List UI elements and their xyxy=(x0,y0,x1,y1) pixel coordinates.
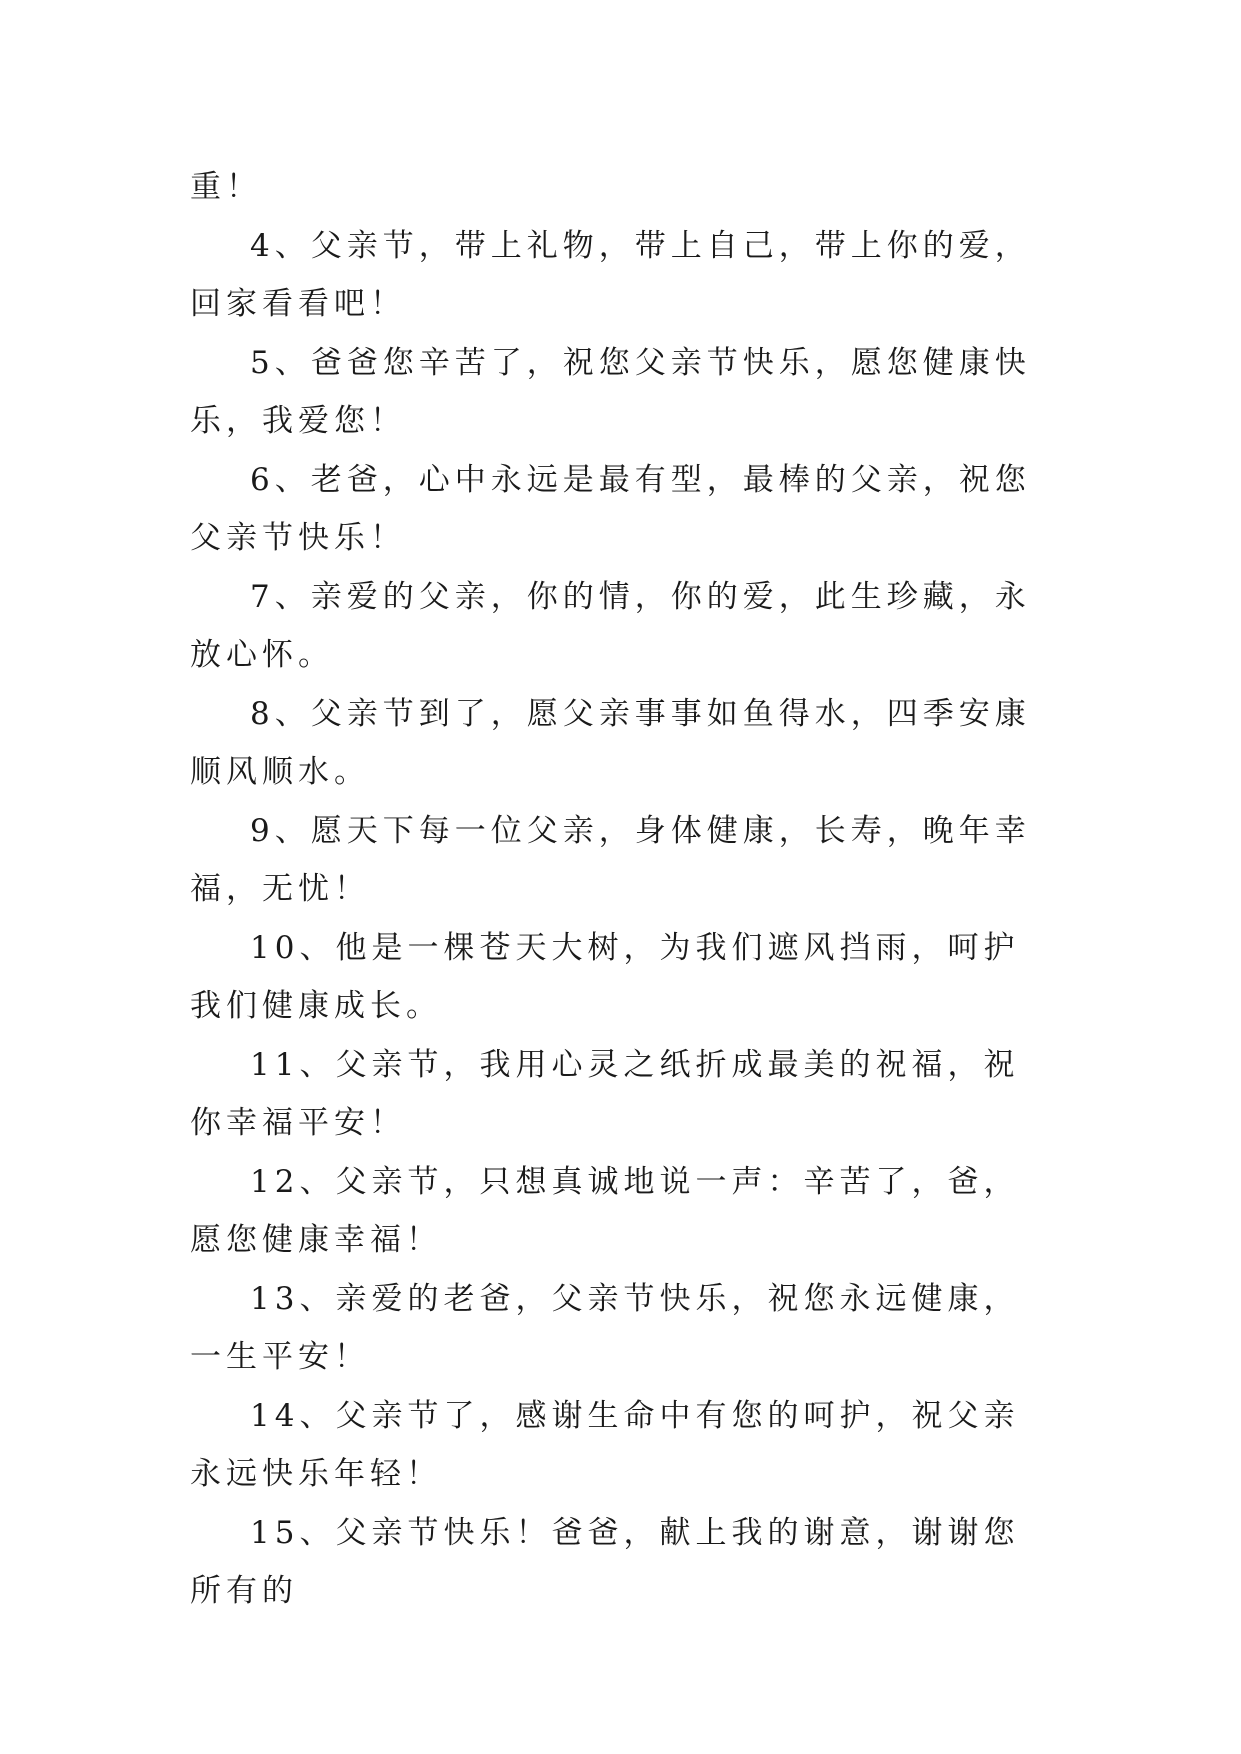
paragraph-continuation: 重！ xyxy=(190,169,262,205)
paragraph-item-4: 4、父亲节，带上礼物，带上自己，带上你的爱，回家看看吧！ xyxy=(190,227,1031,322)
paragraph-item-6: 6、老爸，心中永远是最有型，最棒的父亲，祝您父亲节快乐！ xyxy=(190,461,1031,556)
paragraph-item-10: 10、他是一棵苍天大树，为我们遮风挡雨，呵护我们健康成长。 xyxy=(190,929,1020,1024)
paragraph-item-7: 7、亲爱的父亲，你的情，你的爱，此生珍藏，永放心怀。 xyxy=(190,578,1031,673)
paragraph-item-14: 14、父亲节了，感谢生命中有您的呵护，祝父亲永远快乐年轻！ xyxy=(190,1397,1020,1492)
paragraph-item-5: 5、爸爸您辛苦了，祝您父亲节快乐，愿您健康快乐，我爱您！ xyxy=(190,344,1031,439)
paragraph-item-12: 12、父亲节，只想真诚地说一声：辛苦了，爸，愿您健康幸福！ xyxy=(190,1163,1020,1258)
paragraph-item-11: 11、父亲节，我用心灵之纸折成最美的祝福，祝你幸福平安！ xyxy=(190,1046,1020,1141)
paragraph-item-8: 8、父亲节到了，愿父亲事事如鱼得水，四季安康顺风顺水。 xyxy=(190,695,1031,790)
paragraph-item-9: 9、愿天下每一位父亲，身体健康，长寿，晚年幸福，无忧！ xyxy=(190,812,1031,907)
paragraph-item-13: 13、亲爱的老爸，父亲节快乐，祝您永远健康，一生平安！ xyxy=(190,1280,1020,1375)
document-page xyxy=(190,158,1052,1621)
paragraph-item-15: 15、父亲节快乐！爸爸，献上我的谢意，谢谢您所有的 xyxy=(190,1514,1020,1609)
